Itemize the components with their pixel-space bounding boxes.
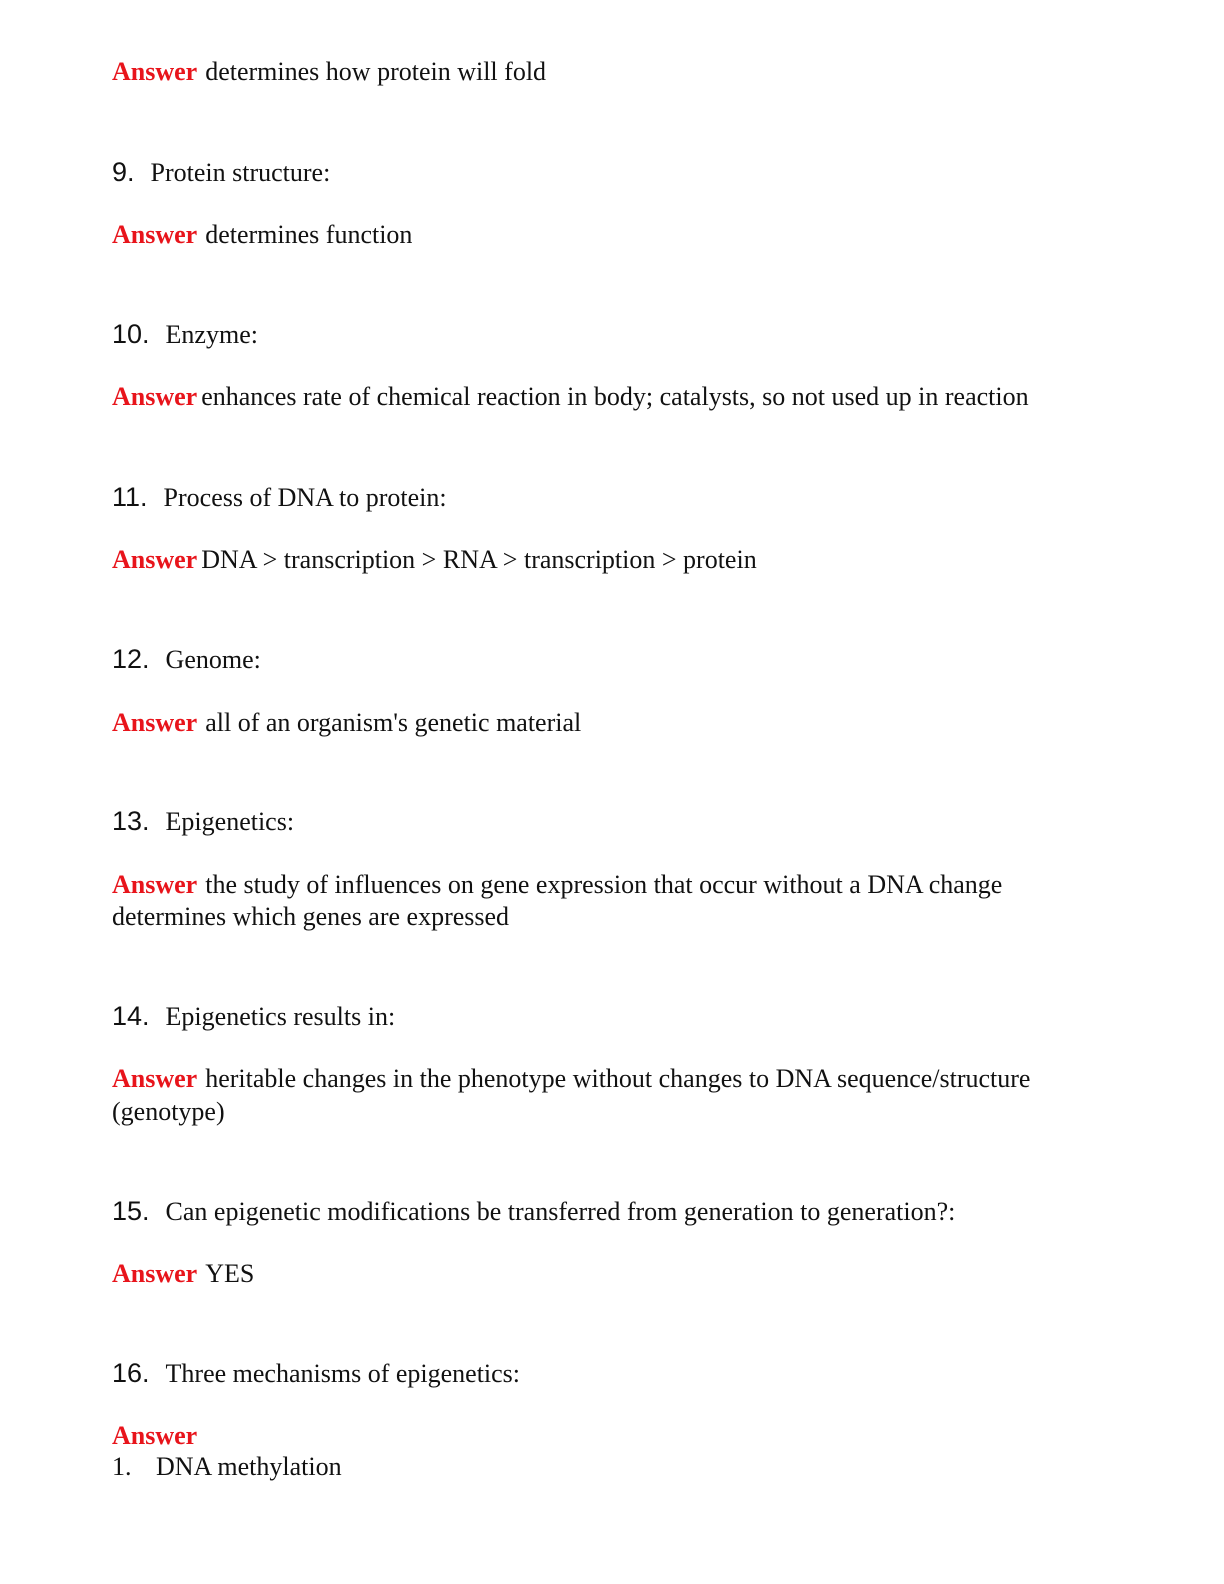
question-text: Epigenetics results in:	[165, 1002, 396, 1031]
answer-line	[112, 56, 546, 88]
answer-14-continued	[112, 1096, 225, 1128]
answer-text: determines how protein will fold	[205, 57, 547, 86]
answer-label: Answer	[112, 220, 198, 249]
answer-label: Answer	[112, 870, 198, 899]
list-item	[112, 1451, 342, 1483]
answer-12	[112, 707, 581, 739]
question-number: 10.	[112, 319, 150, 349]
answer-label: Answer	[112, 1064, 198, 1093]
question-number: 13.	[112, 806, 150, 836]
question-9	[112, 156, 330, 189]
question-number: 9.	[112, 157, 135, 187]
answer-label: Answer	[112, 545, 198, 574]
answer-label: Answer	[112, 1259, 198, 1288]
answer-9	[112, 219, 412, 251]
answer-label: Answer	[112, 1421, 198, 1450]
answer-text-continued: determines which genes are expressed	[112, 902, 510, 931]
answer-text: enhances rate of chemical reaction in body; catalysts, so not used up in reaction	[201, 382, 1029, 411]
question-text: Process of DNA to protein:	[163, 483, 447, 512]
question-16	[112, 1357, 520, 1390]
answer-label: Answer	[112, 708, 198, 737]
question-11	[112, 481, 447, 514]
answer-text: determines function	[205, 220, 413, 249]
answer-text-continued: (genotype)	[112, 1097, 225, 1126]
question-text: Protein structure:	[150, 158, 331, 187]
answer-14	[112, 1063, 1030, 1095]
question-text: Genome:	[165, 645, 261, 674]
question-text: Epigenetics:	[165, 807, 295, 836]
answer-label: Answer	[112, 382, 198, 411]
answer-text: DNA > transcription > RNA > transcription > protein	[201, 545, 757, 574]
question-text: Three mechanisms of epigenetics:	[165, 1359, 521, 1388]
question-number: 14.	[112, 1001, 150, 1031]
answer-16	[112, 1420, 197, 1452]
question-number: 12.	[112, 644, 150, 674]
answer-text: heritable changes in the phenotype without changes to DNA sequence/structure	[205, 1064, 1031, 1093]
question-number: 15.	[112, 1196, 150, 1226]
question-13	[112, 805, 294, 838]
list-item-number: 1.	[112, 1452, 132, 1481]
answer-text: the study of influences on gene expression that occur without a DNA change	[205, 870, 1003, 899]
answer-text: YES	[205, 1259, 255, 1288]
list-item-text: DNA methylation	[156, 1452, 342, 1481]
answer-13-continued	[112, 901, 509, 933]
question-number: 11.	[112, 482, 148, 512]
question-12	[112, 643, 261, 676]
answer-label: Answer	[112, 57, 198, 86]
question-text: Enzyme:	[165, 320, 258, 349]
answer-11	[112, 544, 757, 576]
question-10	[112, 318, 258, 351]
question-text: Can epigenetic modifications be transferred from generation to generation?:	[165, 1197, 956, 1226]
question-15	[112, 1195, 955, 1228]
answer-15	[112, 1258, 254, 1290]
answer-text: all of an organism's genetic material	[205, 708, 582, 737]
answer-10	[112, 381, 1029, 413]
question-number: 16.	[112, 1358, 150, 1388]
answer-13	[112, 869, 1002, 901]
question-14	[112, 1000, 395, 1033]
